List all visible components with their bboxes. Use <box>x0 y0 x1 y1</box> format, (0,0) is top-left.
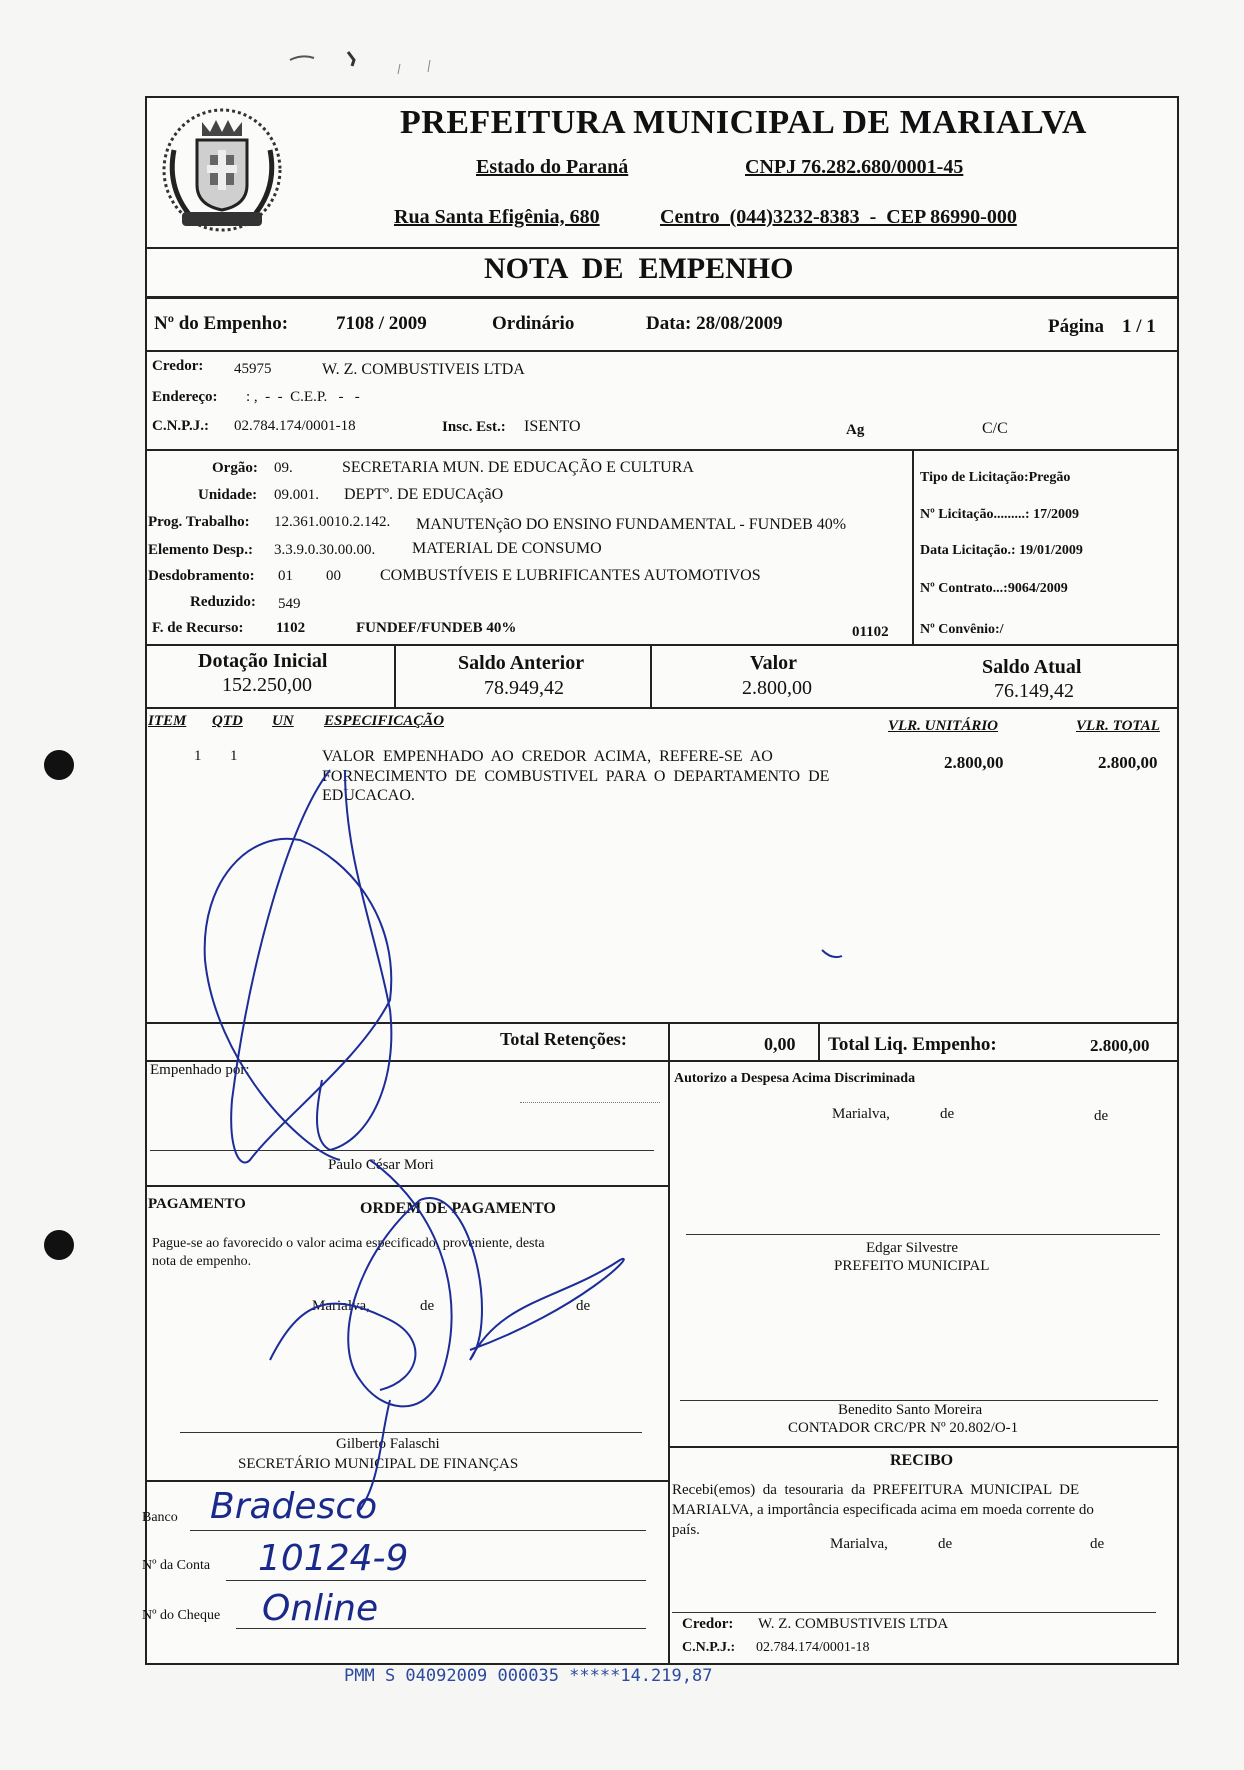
gilberto-name: Gilberto Falaschi <box>336 1436 440 1452</box>
recurso-name: FUNDEF/FUNDEB 40% <box>356 620 517 636</box>
recibo-title: RECIBO <box>890 1452 954 1469</box>
insc-label: Insc. Est.: <box>442 419 506 435</box>
credor-cnpj-label: C.N.P.J.: <box>152 418 209 434</box>
licitacao-date: Data Licitação.: 19/01/2009 <box>920 543 1083 558</box>
dotacao-inicial-label: Dotação Inicial <box>198 650 328 672</box>
page-number: 1 / 1 <box>1122 316 1156 337</box>
liquido-label: Total Liq. Empenho: <box>828 1034 997 1055</box>
banco-handwriting: Bradesco <box>210 1486 378 1527</box>
orgao-name: SECRETARIA MUN. DE EDUCAÇÃO E CULTURA <box>342 459 694 476</box>
recibo-cnpj-label: C.N.P.J.: <box>682 1640 736 1655</box>
desdobramento-label: Desdobramento: <box>148 568 255 584</box>
elemento-name: MATERIAL DE CONSUMO <box>412 540 602 557</box>
conta-label: Nº da Conta <box>142 1558 211 1573</box>
punch-hole <box>44 750 74 780</box>
empenho-number: 7108 / 2009 <box>336 313 427 334</box>
recurso-label: F. de Recurso: <box>152 620 244 636</box>
elemento-label: Elemento Desp.: <box>148 542 253 558</box>
valor-value: 2.800,00 <box>742 677 812 699</box>
prog-code: 12.361.0010.2.142. <box>274 514 391 530</box>
recibo-line-3: país. <box>672 1522 700 1538</box>
state-label: Estado do Paraná <box>476 156 629 178</box>
row-description-2: FORNECIMENTO DE COMBUSTIVEL PARA O DEPARTAMENTO DE <box>322 768 830 785</box>
agency-label: Ag <box>846 422 865 438</box>
empenhado-por-label: Empenhado por: <box>150 1062 250 1078</box>
benedito-name: Benedito Santo Moreira <box>838 1402 983 1418</box>
row-description-3: EDUCACAO. <box>322 787 415 804</box>
dotacao-inicial-value: 152.250,00 <box>222 674 312 696</box>
unidade-label: Unidade: <box>198 487 258 503</box>
address-field-value: : , - - C.E.P. - - <box>246 389 360 405</box>
pagamento-city: Marialva, <box>312 1298 370 1314</box>
un-header: UN <box>272 713 294 729</box>
prog-label: Prog. Trabalho: <box>148 514 250 530</box>
punch-hole <box>44 1230 74 1260</box>
convenio-number: Nº Convênio:/ <box>920 622 1004 637</box>
reduzido-label: Reduzido: <box>190 594 256 610</box>
item-header: ITEM <box>148 713 187 729</box>
credor-code: 45975 <box>234 361 272 377</box>
address-field-label: Endereço: <box>152 389 218 405</box>
autorizo-de-1: de <box>940 1106 955 1122</box>
orgao-label: Orgão: <box>212 460 258 476</box>
conta-handwriting: 10124-9 <box>258 1538 409 1579</box>
vlr-total-header: VLR. TOTAL <box>1076 718 1160 734</box>
credor-cnpj: 02.784.174/0001-18 <box>234 418 356 434</box>
liquido-value: 2.800,00 <box>1090 1036 1150 1055</box>
especificacao-header: ESPECIFICAÇÃO <box>324 713 445 729</box>
autorizo-label: Autorizo a Despesa Acima Discriminada <box>674 1071 916 1086</box>
orgao-code: 09. <box>274 460 293 476</box>
desdobramento-name: COMBUSTÍVEIS E LUBRIFICANTES AUTOMOTIVOS <box>380 567 761 584</box>
edgar-name: Edgar Silvestre <box>866 1240 959 1256</box>
prefeito-title: PREFEITO MUNICIPAL <box>834 1258 990 1274</box>
vlr-unitario-header: VLR. UNITÁRIO <box>888 718 999 734</box>
autorizo-de-2: de <box>1094 1108 1109 1124</box>
desdobramento-a: 01 <box>278 568 293 584</box>
address-label: Centro (044)3232-8383 - CEP 86990-000 <box>660 206 1017 228</box>
recurso-code: 1102 <box>276 620 306 636</box>
reduzido-value: 549 <box>278 596 301 612</box>
contador-title: CONTADOR CRC/PR Nº 20.802/O-1 <box>788 1420 1019 1436</box>
pague-line-1: Pague-se ao favorecido o valor acima especificado, proveniente, desta <box>152 1236 545 1251</box>
paulo-name: Paulo César Mori <box>328 1157 434 1173</box>
banco-label: Banco <box>142 1510 178 1525</box>
elemento-code: 3.3.9.0.30.00.00. <box>274 542 376 558</box>
cnpj-label: CNPJ 76.282.680/0001-45 <box>745 156 964 178</box>
pague-line-2: nota de empenho. <box>152 1254 252 1269</box>
page-label: Página <box>1048 316 1104 337</box>
autorizo-city: Marialva, <box>832 1106 890 1122</box>
insc-value: ISENTO <box>524 418 581 435</box>
prog-name: MANUTENçãO DO ENSINO FUNDAMENTAL - FUNDEB 40% <box>416 516 847 533</box>
saldo-atual-label: Saldo Atual <box>982 656 1082 678</box>
recurso-number: 01102 <box>852 624 889 640</box>
saldo-anterior-value: 78.949,42 <box>484 677 564 699</box>
recibo-credor-name: W. Z. COMBUSTIVEIS LTDA <box>758 1616 949 1632</box>
empenho-date: Data: 28/08/2009 <box>646 313 783 334</box>
credor-name: W. Z. COMBUSTIVEIS LTDA <box>322 361 525 378</box>
licitacao-number: Nº Licitação.........: 17/2009 <box>920 507 1079 522</box>
desdobramento-b: 00 <box>326 568 341 584</box>
coat-of-arms-icon <box>152 100 292 240</box>
bank-stamp: PMM S 04092009 000035 *****14.219,87 <box>344 1666 713 1686</box>
pagamento-de-1: de <box>420 1298 435 1314</box>
cheque-handwriting: Online <box>262 1588 379 1629</box>
ordem-pagamento-label: ORDEM DE PAGAMENTO <box>360 1200 556 1217</box>
recibo-de-2: de <box>1090 1536 1105 1552</box>
retencoes-value: 0,00 <box>764 1034 796 1054</box>
row-total-value: 2.800,00 <box>1098 753 1158 772</box>
pagamento-label: PAGAMENTO <box>148 1196 246 1212</box>
row-description-1: VALOR EMPENHADO AO CREDOR ACIMA, REFERE-SE AO <box>322 748 773 765</box>
cheque-label: Nº do Cheque <box>142 1608 221 1623</box>
account-label: C/C <box>982 420 1008 437</box>
recibo-line-1: Recebi(emos) da tesouraria da PREFEITURA MUNICIPAL DE <box>672 1482 1080 1498</box>
row-qtd: 1 <box>230 748 238 764</box>
recibo-de-1: de <box>938 1536 953 1552</box>
scan-marks <box>270 40 500 100</box>
org-title: PREFEITURA MUNICIPAL DE MARIALVA <box>400 104 1087 141</box>
empenho-number-label: Nº do Empenho: <box>154 313 289 334</box>
qtd-header: QTD <box>212 713 243 729</box>
recibo-cnpj: 02.784.174/0001-18 <box>756 1640 870 1655</box>
doc-title: NOTA DE EMPENHO <box>484 252 794 285</box>
street-label: Rua Santa Efigênia, 680 <box>394 206 600 228</box>
unidade-name: DEPTº. DE EDUCAçãO <box>344 486 504 503</box>
contrato-number: Nº Contrato...:9064/2009 <box>920 581 1068 596</box>
recibo-credor-label: Credor: <box>682 1616 734 1632</box>
saldo-anterior-label: Saldo Anterior <box>458 652 585 674</box>
row-item: 1 <box>194 748 202 764</box>
retencoes-label: Total Retenções: <box>500 1029 627 1049</box>
saldo-atual-value: 76.149,42 <box>994 680 1074 702</box>
licitacao-tipo: Tipo de Licitação:Pregão <box>920 470 1071 485</box>
secretario-title: SECRETÁRIO MUNICIPAL DE FINANÇAS <box>238 1456 519 1472</box>
recibo-city: Marialva, <box>830 1536 888 1552</box>
pagamento-de-2: de <box>576 1298 591 1314</box>
empenho-type: Ordinário <box>492 313 575 334</box>
credor-label: Credor: <box>152 358 204 374</box>
row-unit-value: 2.800,00 <box>944 753 1004 772</box>
recibo-line-2: MARIALVA, a importância especificada acima em moeda corrente do <box>672 1502 1094 1518</box>
unidade-code: 09.001. <box>274 487 319 503</box>
valor-label: Valor <box>750 652 798 674</box>
